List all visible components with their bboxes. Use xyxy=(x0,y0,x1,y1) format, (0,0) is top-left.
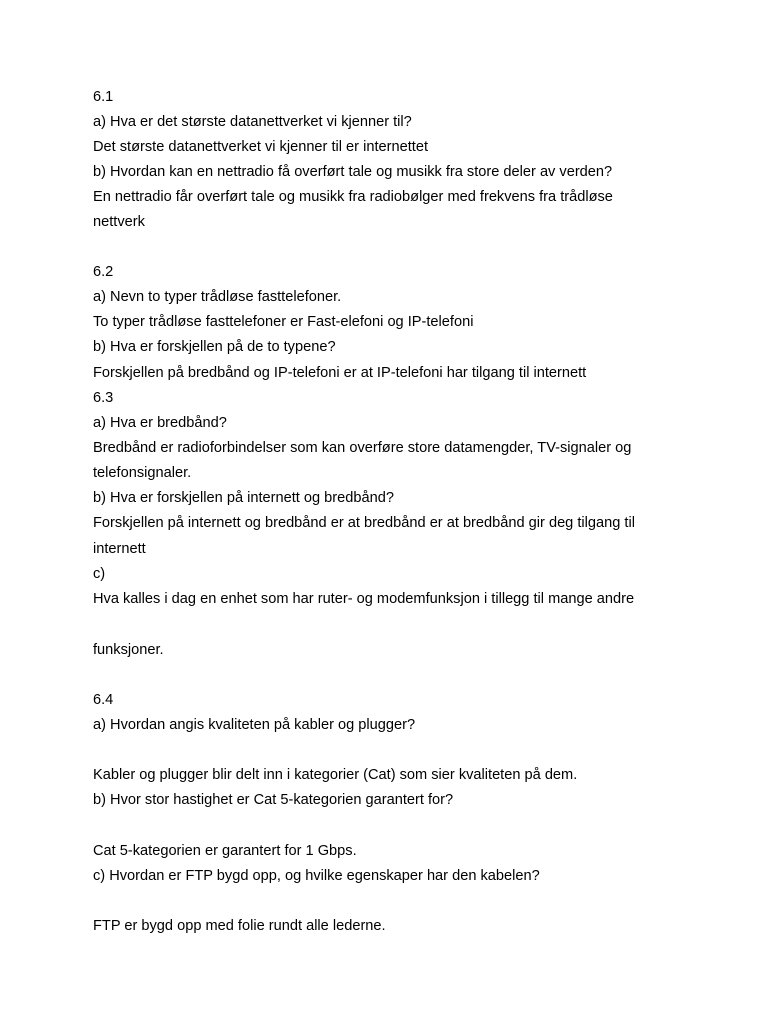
question-text: a) Hvordan angis kvaliteten på kabler og plugger? xyxy=(93,717,416,733)
question-text: b) Hvordan kan en nettradio få overført tale og musikk fra store deler av verden? xyxy=(93,164,613,180)
question-text: c) xyxy=(93,566,106,582)
section-heading: 6.1 xyxy=(93,89,114,105)
answer-text: To typer trådløse fasttelefoner er Fast-elefoni og IP-telefoni xyxy=(93,314,474,330)
question-text: a) Nevn to typer trådløse fasttelefoner. xyxy=(93,289,342,305)
answer-text: Kabler og plugger blir delt inn i kategorier (Cat) som sier kvaliteten på dem. xyxy=(93,767,578,783)
answer-text: Det største datanettverket vi kjenner til er internettet xyxy=(93,139,428,155)
answer-text: telefonsignaler. xyxy=(93,465,192,481)
question-text: funksjoner. xyxy=(93,642,164,658)
question-text: Hva kalles i dag en enhet som har ruter- og modemfunksjon i tillegg til mange andre xyxy=(93,591,635,607)
question-text: b) Hva er forskjellen på de to typene? xyxy=(93,339,336,355)
question-text: a) Hva er bredbånd? xyxy=(93,415,227,431)
section-heading: 6.3 xyxy=(93,390,114,406)
answer-text: En nettradio får overført tale og musikk fra radiobølger med frekvens fra trådløse xyxy=(93,189,613,205)
question-text: a) Hva er det største datanettverket vi kjenner til? xyxy=(93,114,412,130)
answer-text: internett xyxy=(93,541,146,557)
answer-text: Cat 5-kategorien er garantert for 1 Gbps. xyxy=(93,843,357,859)
question-text: b) Hvor stor hastighet er Cat 5-kategorien garantert for? xyxy=(93,792,454,808)
answer-text: Bredbånd er radioforbindelser som kan overføre store datamengder, TV-signaler og xyxy=(93,440,632,456)
answer-text: nettverk xyxy=(93,214,145,230)
answer-text: Forskjellen på bredbånd og IP-telefoni er at IP-telefoni har tilgang til internett xyxy=(93,365,587,381)
answer-text: FTP er bygd opp med folie rundt alle lederne. xyxy=(93,918,386,934)
section-heading: 6.4 xyxy=(93,692,114,708)
question-text: c) Hvordan er FTP bygd opp, og hvilke egenskaper har den kabelen? xyxy=(93,868,540,884)
section-heading: 6.2 xyxy=(93,264,114,280)
answer-text: Forskjellen på internett og bredbånd er at bredbånd er at bredbånd gir deg tilgang til xyxy=(93,515,635,531)
question-text: b) Hva er forskjellen på internett og bredbånd? xyxy=(93,490,394,506)
